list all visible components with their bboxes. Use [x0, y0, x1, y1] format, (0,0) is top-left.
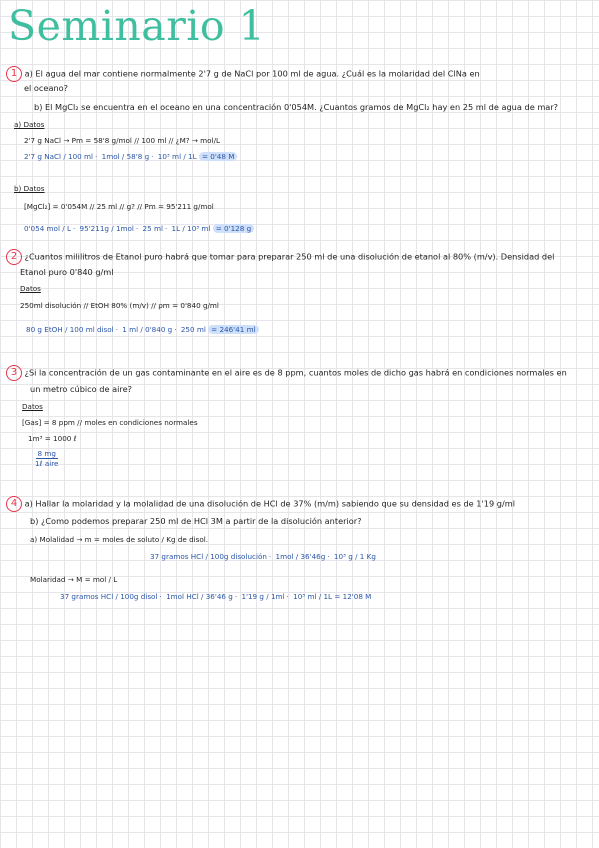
- q3-frac-num: 8 mg: [37, 449, 56, 458]
- q4-molalidad: [30, 535, 208, 545]
- q2-line2: Etanol puro 0'840 g/ml: [20, 267, 114, 277]
- q4-molalidad-def: → m = moles de soluto / Kg de disol.: [76, 535, 209, 544]
- q3-frac: [30, 449, 63, 468]
- q3-label: Datos: [22, 402, 43, 411]
- q1-a-calc: 2'7 g NaCl / 100 ml · 1mol / 58'8 g · 10³ ml / 1L = 0'48 M: [24, 152, 237, 162]
- q1-b-calc-3: 25 ml: [142, 224, 163, 233]
- q1-a-data: 2'7 g NaCl → Pm = 58'8 g/mol // 100 ml // ¿M? → mol/L: [24, 136, 220, 145]
- q2-data: 250ml disolución // EtOH 80% (m/v) // ρm = 0'840 g/ml: [20, 301, 219, 310]
- q4-molaridad-label: Molaridad: [30, 575, 66, 584]
- q2-calc-2: 1 ml / 0'840 g: [122, 325, 173, 334]
- q1-b-label: b) Datos: [14, 184, 45, 193]
- q4-molalidad-calc-2: 1mol / 36'46g: [275, 552, 326, 561]
- q2-calc-3: 250 ml: [180, 325, 206, 334]
- q4-molaridad-result: = 12'08 M: [334, 592, 372, 601]
- question-4: [6, 496, 515, 512]
- question-number-3: 3: [6, 365, 22, 381]
- q1-b-calc: 0'054 mol / L · 95'211g / 1mol · 25 ml · 1L / 10³ ml = 0'128 g: [24, 224, 254, 234]
- q3-line2: un metro cúbico de aire?: [30, 384, 132, 394]
- q1-a-calc-3: 10³ ml / 1L: [157, 152, 197, 161]
- q1-a-label: a) Datos: [14, 120, 45, 129]
- question-number-4: 4: [6, 496, 22, 512]
- q4-molaridad-def: → M = mol / L: [67, 575, 118, 584]
- q1-b-line: b) El MgCl₂ se encuentra en el oceano en una concentración 0'054M. ¿Cuantos gramos de MgCl₂ hay en 25 ml de agua de mar?: [34, 102, 559, 112]
- q2-label: Datos: [20, 284, 41, 293]
- q2-calc-1: 80 g EtOH / 100 ml disol: [26, 325, 114, 334]
- q1-a-line1: a) El agua del mar contiene normalmente 2'7 g de NaCl por 100 ml de agua. ¿Cuál es la molaridad del ClNa en: [24, 68, 480, 79]
- q4-molalidad-calc-1: 37 gramos HCl / 100g disolución: [150, 552, 267, 561]
- q1-b-calc-2: 95'211g / 1mol: [79, 224, 134, 233]
- q1-b-calc-4: 1L / 10³ ml: [171, 224, 211, 233]
- q4-molalidad-calc: 37 gramos HCl / 100g disolución · 1mol / 36'46g · 10³ g / 1 Kg: [150, 552, 376, 561]
- question-1-a: [6, 66, 480, 82]
- q1-a-calc-2: 1mol / 58'8 g: [101, 152, 150, 161]
- q4-a-line: a) Hallar la molaridad y la molalidad de una disolución de HCl de 37% (m/m) sabiendo que su densidad es de 1'19 g/ml: [24, 498, 515, 509]
- q2-line1: ¿Cuantos mililitros de Etanol puro habrá que tomar para preparar 250 ml de una disolución de etanol al 80% (m/v). Densidad del: [24, 251, 555, 262]
- q4-molaridad-calc: 37 gramos HCl / 100g disol · 1mol HCl / 36'46 g · 1'19 g / 1ml · 10³ ml / 1L = 12'08 M: [60, 592, 372, 601]
- question-number-2: 2: [6, 249, 22, 265]
- question-2: [6, 249, 554, 265]
- q4-molaridad-calc-3: 1'19 g / 1ml: [241, 592, 285, 601]
- q3-data: [Gas] = 8 ppm // moles en condiciones normales: [22, 418, 198, 427]
- q4-molaridad: [30, 575, 117, 585]
- q4-molalidad-calc-3: 10³ g / 1 Kg: [333, 552, 376, 561]
- q1-a-calc-1: 2'7 g NaCl / 100 ml: [24, 152, 94, 161]
- q3-frac-den: 1ℓ aire: [35, 459, 59, 468]
- q1-a-line2: el oceano?: [24, 83, 69, 93]
- question-3: [6, 365, 567, 381]
- q4-molaridad-calc-1: 37 gramos HCl / 100g disol: [60, 592, 158, 601]
- q1-b-result: = 0'128 g: [213, 224, 254, 233]
- q2-result: = 246'41 ml: [208, 325, 258, 334]
- question-number-1: 1: [6, 66, 22, 82]
- q1-a-result: = 0'48 M: [199, 152, 238, 161]
- q4-molalidad-label: a) Molalidad: [30, 535, 75, 544]
- q4-b-line: b) ¿Como podemos preparar 250 ml de HCl 3M a partir de la disolución anterior?: [30, 516, 362, 526]
- q4-molaridad-calc-2: 1mol HCl / 36'46 g: [166, 592, 233, 601]
- page-title: Seminario 1: [8, 2, 266, 50]
- q3-conv: 1m³ = 1000 ℓ: [28, 434, 77, 443]
- q3-line1: ¿Si la concentración de un gas contaminante en el aire es de 8 ppm, cuantos moles de dicho gas habrá en condiciones normales en: [24, 367, 567, 378]
- q1-b-data: [MgCl₂] = 0'054M // 25 ml // g? // Pm = 95'211 g/mol: [24, 202, 214, 211]
- q2-calc: 80 g EtOH / 100 ml disol · 1 ml / 0'840 g · 250 ml = 246'41 ml: [26, 325, 259, 335]
- q4-molaridad-calc-4: 10³ ml / 1L: [293, 592, 333, 601]
- q1-b-calc-1: 0'054 mol / L: [24, 224, 71, 233]
